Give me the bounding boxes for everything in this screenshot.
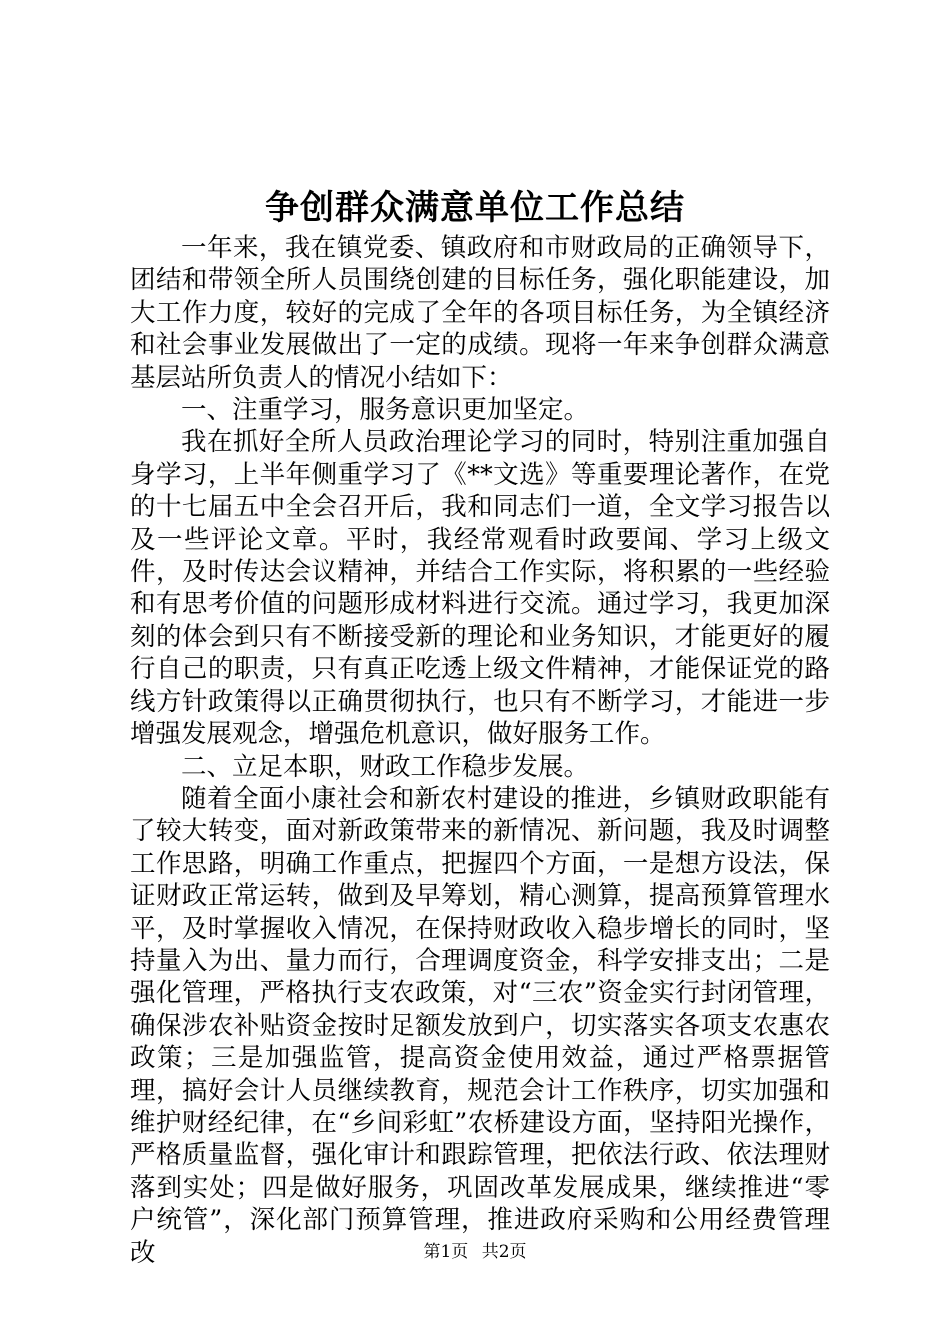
- document-title: 争创群众满意单位工作总结: [265, 188, 685, 228]
- paragraph-intro: 一年来，我在镇党委、镇政府和市财政局的正确领导下，团结和带领全所人员围绕创建的目标任务，强化职能建设，加大工作力度，较好的完成了全年的各项目标任务，为全镇经济和社会事业发展做出了一定的成绩。现将一年来争创群众满意基层站所负责人的情况小结如下：: [130, 233, 830, 393]
- section-heading-1: 一、注重学习，服务意识更加坚定。: [181, 395, 590, 426]
- page-number-total: 共2页: [481, 1242, 527, 1262]
- section-heading-2: 二、立足本职，财政工作稳步发展。: [181, 751, 590, 782]
- page-number-current: 第1页: [423, 1242, 469, 1262]
- document-body: [130, 232, 830, 1269]
- paragraph-study: 我在抓好全所人员政治理论学习的同时，特别注重加强自身学习，上半年侧重学习了《**文选》等重要理论著作，在党的十七届五中全会召开后，我和同志们一道，全文学习报告以及一些评论文章。平时，我经常观看时政要闻、学习上级文件，及时传达会议精神，并结合工作实际，将积累的一些经验和有思考价值的问题形成材料进行交流。通过学习，我更加深刻的体会到只有不断接受新的理论和业务知识，才能更好的履行自己的职责，只有真正吃透上级文件精神，才能保证党的路线方针政策得以正确贯彻执行，也只有不断学习，才能进一步增强发展观念，增强危机意识，做好服务工作。: [130, 427, 830, 750]
- paragraph-finance: 随着全面小康社会和新农村建设的推进，乡镇财政职能有了较大转变，面对新政策带来的新情况、新问题，我及时调整工作思路，明确工作重点，把握四个方面，一是想方设法，保证财政正常运转，做到及早筹划，精心测算，提高预算管理水平，及时掌握收入情况，在保持财政收入稳步增长的同时，坚持量入为出、量力而行，合理调度资金，科学安排支出；二是强化管理，严格执行支农政策，对“三农”资金实行封闭管理，确保涉农补贴资金按时足额发放到户，切实落实各项支农惠农政策；三是加强监管，提高资金使用效益，通过严格票据管理，搞好会计人员继续教育，规范会计工作秩序，切实加强和维护财经纪律，在“乡间彩虹”农桥建设方面，坚持阳光操作，严格质量监督，强化审计和跟踪管理，把依法行政、依法理财落到实处；四是做好服务，巩固改革发展成果，继续推进“零户统管”，深化部门预算管理，推进政府采购和公用经费管理改: [130, 783, 830, 1268]
- page-footer: [0, 1240, 950, 1264]
